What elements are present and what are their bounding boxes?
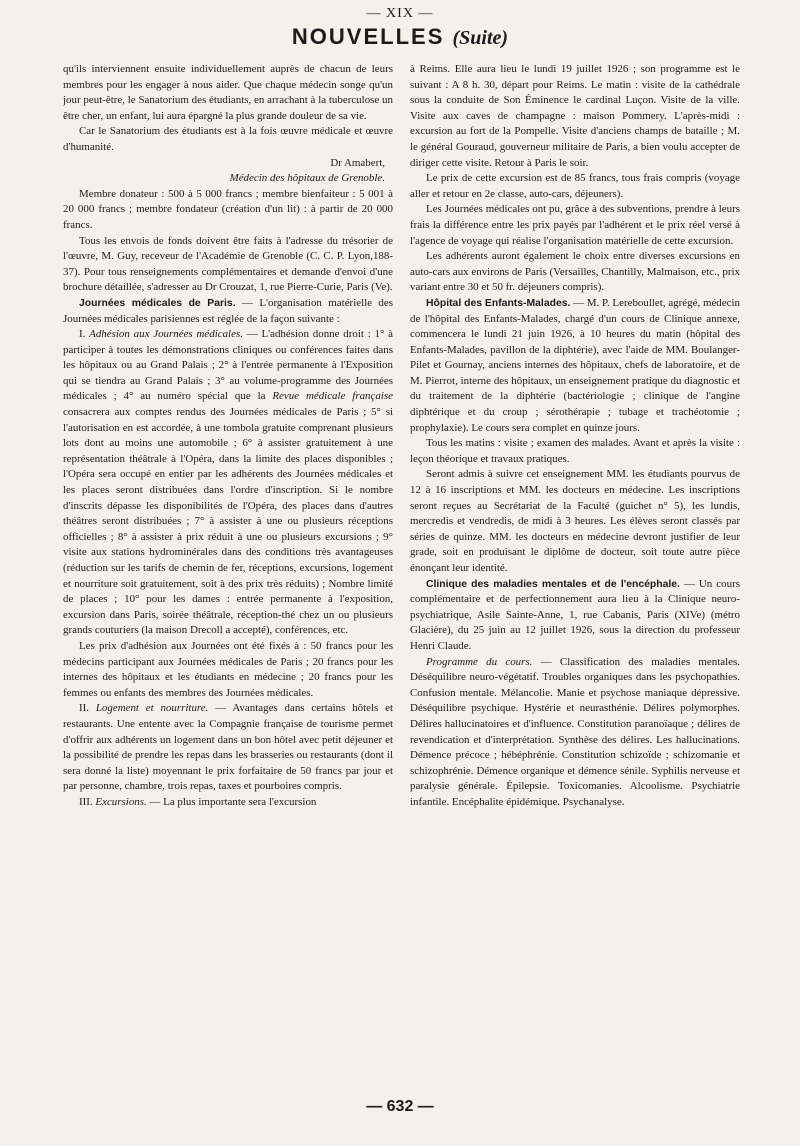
section-header: [0, 24, 800, 50]
paragraph-body: — Un cours complémentaire et de perfectionnement aura lieu à la Clinique neuro-psychiatrique, Asile Sainte-Anne, 1, rue Cabanis, Paris (XIVe) (métro Glacière), du 25 juin au 12 juillet 1926, sous la direction du professeur Henri Claude.: [410, 577, 740, 652]
paragraph: Les adhérents auront également le choix entre diverses excursions en auto-cars aux environs de Paris (Versailles, Chantilly, Malmaison, etc., prix variant entre 30 et 50 fr. déjeuners compris).: [410, 250, 740, 294]
paragraph: Seront admis à suivre cet enseignement MM. les étudiants pourvus de 12 à 16 inscriptions et MM. les docteurs en médecine. Les inscriptions seront reçues au Secrétariat de la Faculté (guichet n° 5), les lundis, mercredis et vendredis, de midi à 3 heures. Les élèves seront classés par séries de quinze. MM. les docteurs en médecine devront justifier de leur grade, soit en produisant le diplôme de docteur, soit toute autre pièce énonçant leur identité.: [410, 468, 740, 574]
paragraph: à Reims. Elle aura lieu le lundi 19 juillet 1926 ; son programme est le suivant : A 8 h. 30, départ pour Reims. Le matin : visite de la cathédrale sous la conduite de Son Éminence le cardinal Luçon. Visite de la ville. Visite aux caves de champagne : maison Pommery. L'après-midi : excursion au fort de la Pompelle. Visite d'anciens champs de bataille ; M. le général Gouraud, gouverneur militaire de Paris, a bien voulu accepter de diriger cette visite. Retour à Paris le soir.: [410, 63, 740, 169]
paragraph: Les Journées médicales ont pu, grâce à des subventions, prendre à leurs frais la différence entre les prix payés par l'adhérent et le prix réel versé à l'agence de voyage qui réalise l'organisation matérielle de cette excursion.: [410, 203, 740, 247]
subsection-heading: Logement et nourriture.: [95, 702, 209, 715]
subsection-heading: Programme du cours.: [426, 655, 533, 668]
item-number: II.: [79, 702, 96, 715]
subsection-heading: Excursions.: [95, 795, 147, 808]
section-heading: Journées médicales de Paris.: [79, 297, 236, 309]
section-suite: (Suite): [452, 27, 509, 49]
journal-name: Revue médicale française: [272, 390, 393, 403]
paragraph-body: — M. P. Lereboullet, agrégé, médecin de l'hôpital des Enfants-Malades, chargé d'un cours de Clinique annexe, commencera le lundi 21 juin 1926, à 10 heures du matin (hôpital des Enfants-Malades, pavillon de la diphtérie), avec l'aide de MM. Boulanger-Pilet et Gournay, anciens internes des hôpitaux, chefs de laboratoire, et de M. Pierrot, interne des hôpitaux, un enseignement pratique du diagnostic et du traitement de la diphtérie (bactériologie ; clinique de l'angine diphtérique et du croup ; sérothérapie ; tubage et trachéotomie ; prophylaxie). Le cours sera complet en quinze jours.: [410, 296, 740, 434]
section-title: NOUVELLES: [291, 24, 445, 49]
paragraph: Car le Sanatorium des étudiants est à la fois œuvre médicale et œuvre d'humanité.: [63, 125, 393, 153]
paragraph: qu'ils interviennent ensuite individuellement auprès de chacun de leurs membres pour les engager à nous aider. Que chaque médecin songe qu'un jour peut-être, le Sanatorium des étudiants, en arrachant à la tuberculose un être cher, un enfant, lui aura épargné la plus grande douleur de sa vie.: [63, 63, 393, 122]
paragraph-body: — Classification des maladies mentales. Déséquilibre neuro-végétatif. Troubles organiques dans les psychopathies. Confusion mentale. Mélancolie. Manie et psychose maniaque dépressive. Déséquilibre psychique. Hystérie et neurasthénie. Délires polymorphes. Délires hallucinatoires et d'influence. Constitution paranoïaque ; délires de revendication et d'interprétation. Synthèse des délires. Les hallucinations. Démence précoce ; hébéphrénie. Constitution schizoïde ; schizomanie et schizophrénie. Démence organique et démence sénile. Syphilis nerveuse et paralysie générale. Épilepsie. Toxicomanies. Alcoolisme. Psychiatrie infantile. Encéphalite épidémique. Psychanalyse.: [410, 655, 740, 808]
paragraph: [410, 577, 740, 655]
paragraph: [63, 296, 393, 327]
paragraph: [63, 327, 393, 639]
item-number: I.: [79, 328, 90, 341]
paragraph: Le prix de cette excursion est de 85 francs, tous frais compris (voyage aller et retour en 2e classe, auto-cars, déjeuners).: [410, 172, 740, 200]
paragraph-body: — Avantages dans certains hôtels et restaurants. Une entente avec la Compagnie française de tourisme permet d'offrir aux adhérents un logement dans un bon hôtel avec petit déjeuner et la possibilité de prendre les repas dans les brasseries ou restaurants (dont il sera donné la liste) moyennant le prix forfaitaire de 50 francs par jour et par personne, chambre, trois repas, taxes et pourboires compris.: [63, 702, 393, 793]
paragraph-body: consacrera aux comptes rendus des Journées médicales de Paris ; 5° si l'autorisation en est accordée, à une tombola gratuite comprenant plusieurs lots dont au moins une automobile ; 6° à assister gratuitement à une représentation théâtrale à l'Opéra, dans la limite des places disponibles ; l'Opéra sera occupé en entier par les adhérents des Journées médicales et les places seront distribuées dans l'ordre d'inscription. Si le nombre d'inscrits dépasse les disponibilités de l'Opéra, des places dans d'autres théâtres seront distribuées ; 7° à assister à une ou plusieurs réceptions officielles ; 8° à assister à prix réduit à une ou plusieurs excursions ; 9° visite aux stations hydrominérales dans des conditions très avantageuses (réduction sur les tarifs de chemin de fer, réceptions, excursions, logement et nourriture soit gratuitement, soit à des prix très réduits) ; Nombre limité de places ; 10° pour les dames : entrée permanente à l'exposition, excursion dans Paris, soirée théâtrale, réception-thé chez un ou plusieurs grands couturiers (la maison Drecoll a accepté), conférences, etc.: [63, 406, 393, 637]
signature-name: Dr Amabert,: [330, 156, 385, 169]
paragraph: [63, 795, 393, 811]
section-heading: Hôpital des Enfants-Malades.: [426, 297, 571, 309]
section-heading: Clinique des maladies mentales et de l'encéphale.: [426, 578, 680, 590]
right-column: [410, 62, 740, 1092]
left-column: [63, 62, 393, 1092]
paragraph-body: — L'organisation matérielle des Journées médicales parisiennes est réglée de la façon suivante :: [63, 296, 393, 325]
paragraph: Tous les envois de fonds doivent être faits à l'adresse du trésorier de l'œuvre, M. Guy, receveur de l'Académie de Grenoble (C. C. P. Lyon,188-37). Pour tous renseignements complémentaires et demande d'envoi d'une brochure détaillée, s'adresser au Dr Crouzat, 1, rue Pierre-Curie, Paris (Ve).: [63, 234, 393, 294]
paragraph: [63, 701, 393, 795]
signature-title: Médecin des hôpitaux de Grenoble.: [229, 172, 385, 185]
roman-page-number: — XIX —: [366, 6, 434, 21]
paragraph: [410, 655, 740, 811]
item-number: III.: [79, 795, 96, 808]
paragraph: Membre donateur : 500 à 5 000 francs ; membre bienfaiteur : 5 001 à 20 000 francs ; membre fondateur (création d'un lit) : à partir de 20 000 francs.: [63, 187, 393, 231]
page-number: — 632 —: [366, 1098, 434, 1115]
subsection-heading: Adhésion aux Journées médicales.: [89, 328, 243, 341]
paragraph: Tous les matins : visite ; examen des malades. Avant et après la visite : leçon théorique et travaux pratiques.: [410, 437, 740, 465]
paragraph-body: — L'adhésion donne droit : 1° à participer à toutes les démonstrations cliniques ou conférences faites dans les hôpitaux ou au Grand Palais ; 2° à l'entrée permanente à l'Exposition qui se tiendra au Grand Palais ; 3° au volume-programme des Journées médicales ; 4° au numéro spécial que la: [63, 328, 393, 403]
paragraph: Les prix d'adhésion aux Journées ont été fixés à : 50 francs pour les médecins participant aux Journées médicales de Paris ; 20 francs pour les internes des hôpitaux et les étudiants en médecine ; 20 francs pour les femmes ou enfants des membres des Journées médicales.: [63, 639, 393, 699]
paragraph-body: — La plus importante sera l'excursion: [146, 795, 317, 808]
paragraph: [410, 296, 740, 436]
